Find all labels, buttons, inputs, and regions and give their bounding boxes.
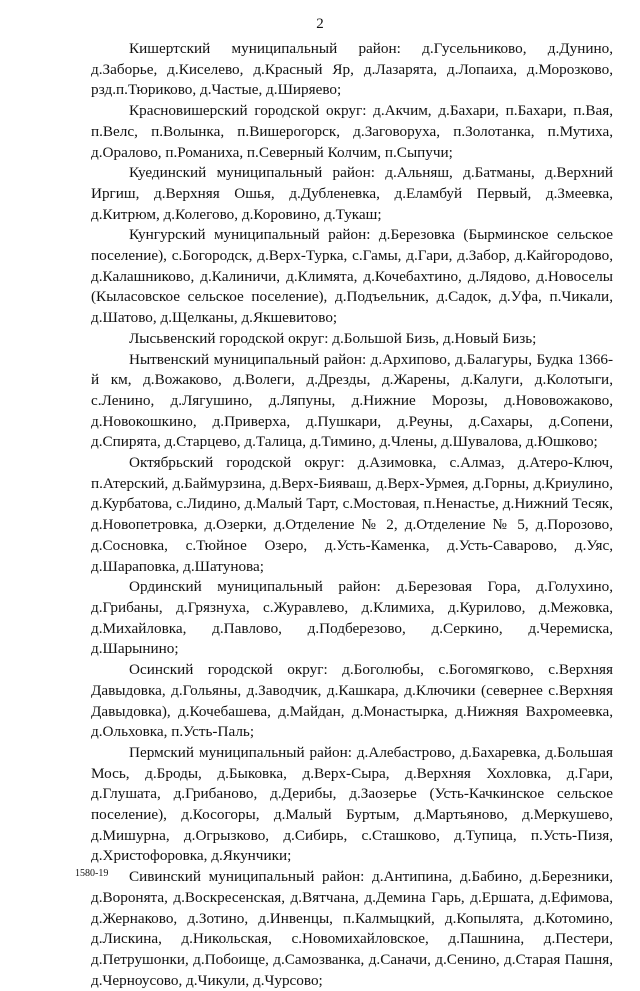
paragraph-osinsky: Осинский городской округ: д.Боголюбы, с.Богомягково, с.Верхняя Давыдовка, д.Гольяны, д.Заводчик, д.Кашкара, д.Ключики (севернее с.Верхняя Давыдовка), д.Кочебашева, д.Майдан, д.Монастырка, д.Нижняя Вахромеевка, д.Ольховка, п.Усть-Паль; xyxy=(91,661,613,741)
paragraph-oktyabrsky: Октябрьский городской округ: д.Азимовка, с.Алмаз, д.Атеро-Ключ, п.Атерский, д.Баймурзина, д.Верх-Бияваш, д.Верх-Урмея, д.Горны, д.Криулино, д.Курбатова, с.Лидино, д.Малый Тарт, с.Мостовая, п.Ненастье, д.Нижний Тесяк, д.Новопетровка, д.Озерки, д.Отделение № 2, д.Отделение № 5, д.Порозово, д.Сосновка, с.Тюйное Озеро, д.Усть-Каменка, д.Усть-Саварово, д.Уяс, д.Шараповка, д.Шатунова; xyxy=(91,454,613,575)
page-number: 2 xyxy=(316,16,324,32)
paragraph-krasnovishersky: Красновишерский городской округ: д.Акчим, д.Бахари, п.Бахари, п.Вая, п.Велс, п.Волынка, п.Вишерогорск, д.Заговоруха, п.Золотанка, п.Мутиха, д.Оралово, п.Романиха, п.Северный Колчим, п.Сыпучи; xyxy=(91,102,613,161)
paragraph-lysvensky: Лысьвенский городской округ: д.Большой Бизь, д.Новый Бизь; xyxy=(129,329,537,347)
document-body xyxy=(91,39,613,991)
paragraph-kungursky: Кунгурский муниципальный район: д.Березовка (Бырминское сельское поселение), с.Богородск, д.Верх-Турка, с.Гамы, д.Гари, д.Забор, д.Кайгородово, д.Калашниково, д.Калиничи, д.Климята, д.Кочебахтино, д.Лядово, д.Новоселы (Кыласовское сельское поселение), д.Подъельник, д.Садок, д.Уфа, п.Чикали, д.Шатово, д.Щелканы, д.Якшевитово; xyxy=(91,226,613,327)
paragraph-nytvensky: Нытвенский муниципальный район: д.Архипово, д.Балагуры, Будка 1366-й км, д.Вожаково, д.Волеги, д.Дрезды, д.Жарены, д.Калуги, д.Колотыги, с.Ленино, д.Лягушино, д.Ляпуны, д.Нижние Морозы, д.Нововожаково, д.Новокошкино, д.Приверха, д.Пушкари, д.Реуны, д.Сахары, д.Сопени, д.Спирята, д.Старцево, д.Талица, д.Тимино, д.Члены, д.Шувалова, д.Юшково; xyxy=(91,350,613,451)
paragraph-sivinsky: Сивинский муниципальный район: д.Антипина, д.Бабино, д.Березники, д.Воронята, д.Воскресенская, д.Вятчана, д.Демина Гарь, д.Ершата, д.Ефимова, д.Жернаково, д.Зотино, д.Инвенцы, п.Калмыцкий, д.Копылята, д.Котомино, д.Лискина, д.Никольская, с.Новомихайловское, д.Пашнина, д.Пестери, д.Петрушонки, д.Побоище, д.Самозванка, д.Саначи, д.Сенино, д.Старая Пашня, д.Черноусово, д.Чикули, д.Чурсово; xyxy=(91,868,613,989)
paragraph-kishertsky: Кишертский муниципальный район: д.Гусельниково, д.Дунино, д.Заборье, д.Киселево, д.Красный Яр, д.Лазарята, д.Лопаиха, д.Морозково, рзд.п.Тюриково, д.Частые, д.Ширяево; xyxy=(91,40,613,99)
paragraph-permsky: Пермский муниципальный район: д.Алебастрово, д.Бахаревка, д.Большая Мось, д.Броды, д.Быковка, д.Верх-Сыра, д.Верхняя Хохловка, д.Гари, д.Глушата, д.Грибаново, д.Дерибы, д.Заозерье (Усть-Качкинское сельское поселение), д.Косогоры, д.Малый Буртым, д.Мартьяново, д.Меркушево, д.Мишурна, д.Огрызково, д.Сибирь, с.Сташково, д.Тупица, п.Усть-Пизя, д.Христофоровка, д.Якунчики; xyxy=(91,743,613,865)
paragraph-ordinsky: Ординский муниципальный район: д.Березовая Гора, д.Голухино, д.Грибаны, д.Грязнуха, с.Журавлево, д.Климиха, д.Курилово, д.Межовка, д.Михайловка, д.Павлово, д.Подберезово, д.Серкино, д.Черемиска, д.Шарынино; xyxy=(91,578,613,658)
paragraph-kuedinsky: Куединский муниципальный район: д.Альняш, д.Батманы, д.Верхний Иргиш, д.Верхняя Ошья, д.Дубленевка, д.Еламбуй Первый, д.Змеевка, д.Китрюм, д.Колегово, д.Коровино, д.Тукаш; xyxy=(91,164,613,223)
document-code: 1580-19 xyxy=(75,868,109,879)
